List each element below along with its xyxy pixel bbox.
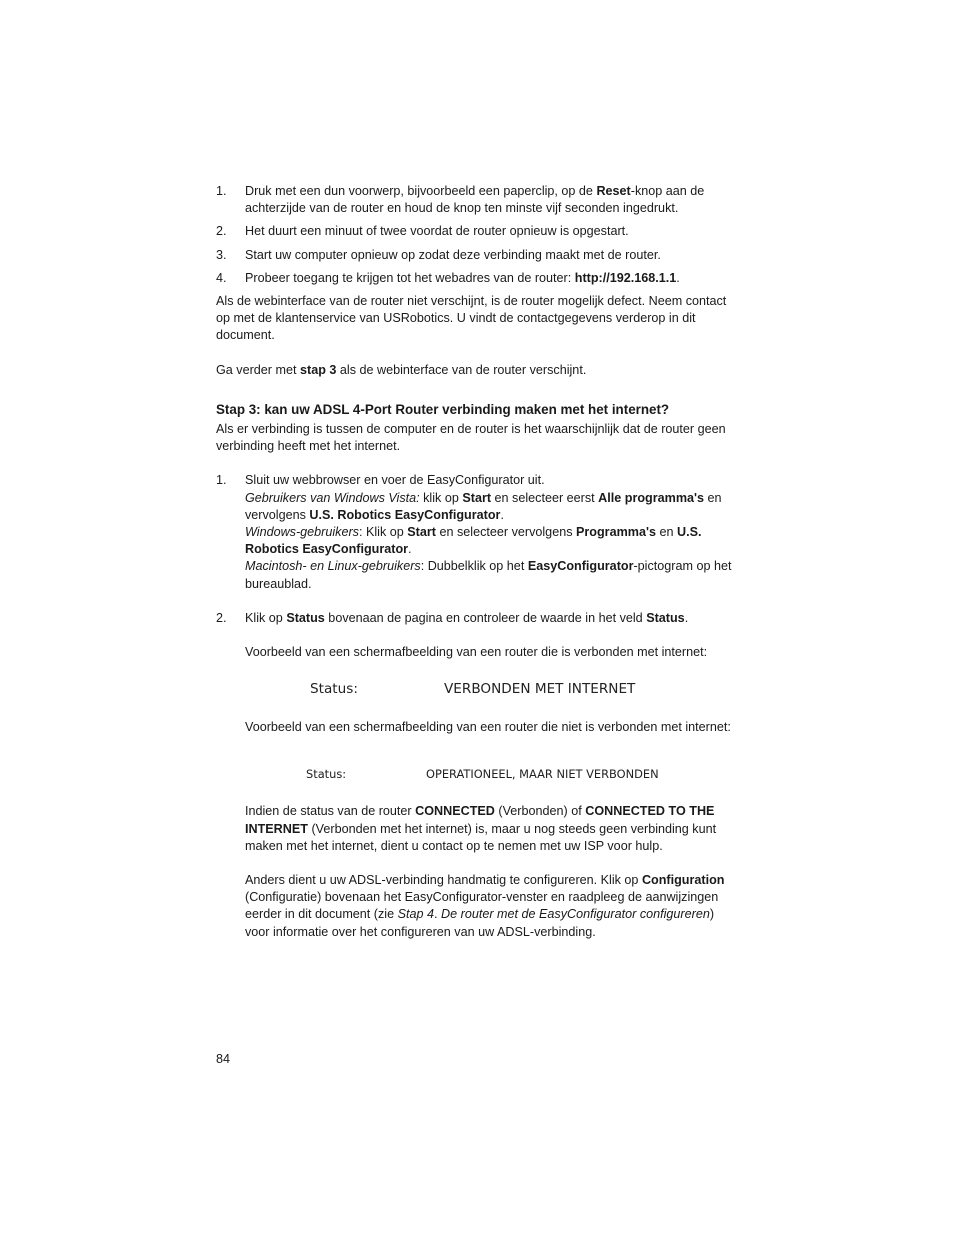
list-item: 2. Klik op Status bovenaan de pagina en controleer de waarde in het veld Status.	[216, 610, 689, 625]
status-value: VERBONDEN MET INTERNET	[444, 681, 636, 698]
page-content	[216, 183, 736, 941]
caption-connected: Voorbeeld van een schermafbeelding van een router die is verbonden met internet:	[245, 645, 708, 660]
screenshot-status-not-connected	[216, 766, 736, 786]
list-item: 1. Druk met een dun voorwerp, bijvoorbeeld een paperclip, op de Reset-knop aan de achterzijde van de router en houd de knop ten minste vijf seconden ingedrukt.	[216, 184, 705, 216]
instruction-mac-linux: Macintosh- en Linux-gebruikers: Dubbelklik op het EasyConfigurator-pictogram op het bureaublad.	[245, 559, 732, 591]
list-item: 2. Het duurt een minuut of twee voordat de router opnieuw is opgestart.	[216, 224, 629, 239]
caption-not-connected: Voorbeeld van een schermafbeelding van een router die niet is verbonden met internet:	[245, 720, 731, 735]
list-item: 1. Sluit uw webbrowser en voer de EasyConfigurator uit. Gebruikers van Windows Vista: klik op Start en selecteer eerst Alle programma's en vervolgens U.S. Robotics EasyConfigurator. Windows-gebruikers: Klik op Start en selecteer vervolgens Programma's en U.S. Robotics EasyConfigurator. Macintosh- en Linux-gebruikers: Dubbelklik op het EasyConfigurator-pictogram op het bureaublad.	[216, 472, 736, 592]
status-label: Status:	[310, 681, 358, 698]
status-value: OPERATIONEEL, MAAR NIET VERBONDEN	[426, 767, 659, 782]
instruction-windows: Windows-gebruikers: Klik op Start en selecteer vervolgens Programma's en U.S. Robotics EasyConfigurator.	[245, 525, 702, 557]
paragraph-manual: Anders dient u uw ADSL-verbinding handmatig te configureren. Klik op Configuration (Configuratie) bovenaan het EasyConfigurator-venster en raadpleeg de aanwijzingen eerder in dit document (zie Stap 4. De router met de EasyConfigurator configureren) voor informatie over het configureren van uw ADSL-verbinding.	[245, 873, 725, 939]
list-item: 4. Probeer toegang te krijgen tot het webadres van de router: http://192.168.1.1.	[216, 270, 680, 285]
instruction-vista: Gebruikers van Windows Vista: klik op Start en selecteer eerst Alle programma's en vervolgens U.S. Robotics EasyConfigurator.	[245, 490, 722, 522]
paragraph-intro: Als er verbinding is tussen de computer en de router is het waarschijnlijk dat de router geen verbinding heeft met het internet.	[216, 422, 726, 454]
paragraph-defect: Als de webinterface van de router niet verschijnt, is de router mogelijk defect. Neem contact op met de klantenservice van USRobotics. U vindt de contactgegevens verderop in dit document.	[216, 294, 727, 343]
status-label: Status:	[306, 767, 347, 782]
page-number: 84	[216, 1052, 231, 1066]
section-heading: Stap 3: kan uw ADSL 4-Port Router verbinding maken met het internet?	[216, 401, 670, 417]
screenshot-status-connected	[216, 681, 736, 701]
router-url: http://192.168.1.1	[574, 270, 677, 285]
paragraph-status: Indien de status van de router CONNECTED (Verbonden) of CONNECTED TO THE INTERNET (Verbonden met het internet) is, maar u nog steeds geen verbinding kunt maken met het internet, dient u contact op te nemen met uw ISP voor hulp.	[245, 804, 717, 853]
list-item: 3. Start uw computer opnieuw op zodat deze verbinding maakt met de router.	[216, 247, 661, 262]
paragraph-continue: Ga verder met stap 3 als de webinterface van de router verschijnt.	[216, 362, 587, 377]
